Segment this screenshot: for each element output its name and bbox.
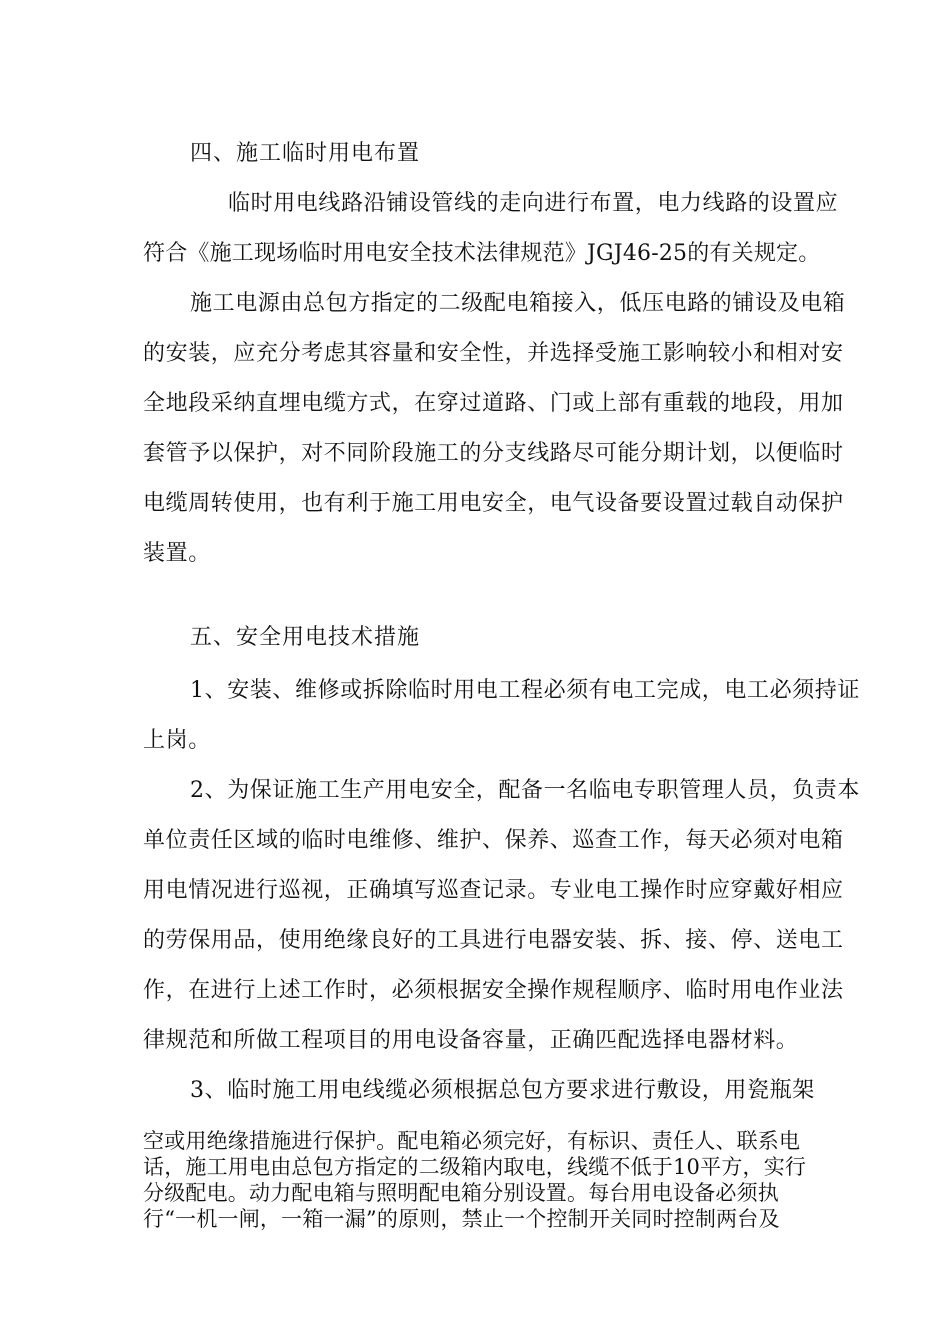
paragraph-line: 单位责任区域的临时电维修、维护、保养、巡查工作，每天必须对电箱 [143, 828, 844, 853]
paragraph-line: 施工电源由总包方指定的二级配电箱接入，低压电路的铺设及电箱 [190, 291, 846, 316]
paragraph-line: 用电情况进行巡视，正确填写巡查记录。专业电工操作时应穿戴好相应 [143, 878, 844, 903]
paragraph-line: 作，在进行上述工作时，必须根据安全操作规程顺序、临时用电作业法 [143, 978, 844, 1003]
paragraph-line: 的安装，应充分考虑其容量和安全性，并选择受施工影响较小和相对安 [143, 341, 844, 366]
paragraph-line: 话，施工用电由总包方指定的二级箱内取电，线缆不低于10平方，实行 [143, 1155, 807, 1179]
paragraph-line: 行“一机一闸，一箱一漏”的原则，禁止一个控制开关同时控制两台及 [143, 1207, 780, 1231]
paragraph-line: 空或用绝缘措施进行保护。配电箱必须完好，有标识、责任人、联系电 [143, 1129, 801, 1153]
paragraph-line: 电缆周转使用，也有利于施工用电安全，电气设备要设置过载自动保护 [143, 491, 844, 516]
section-5-heading: 五、安全用电技术措施 [190, 625, 421, 650]
paragraph-line: 1、安装、维修或拆除临时用电工程必须有电工完成，电工必须持证 [190, 678, 860, 703]
paragraph-line: 套管予以保护，对不同阶段施工的分支线路尽可能分期计划，以便临时 [143, 441, 844, 466]
section-4-heading: 四、施工临时用电布置 [190, 141, 421, 166]
paragraph-line: 的劳保用品，使用绝缘良好的工具进行电器安装、拆、接、停、送电工 [143, 928, 844, 953]
paragraph-line: 分级配电。动力配电箱与照明配电箱分别设置。每台用电设备必须执 [143, 1181, 779, 1205]
paragraph-line: 上岗。 [143, 728, 211, 753]
paragraph-line: 律规范和所做工程项目的用电设备容量，正确匹配选择电器材料。 [143, 1028, 799, 1053]
paragraph-line: 全地段采纳直埋电缆方式，在穿过道路、门或上部有重载的地段，用加 [143, 391, 844, 416]
paragraph-line: 装置。 [143, 541, 211, 566]
paragraph-line: 符合《施工现场临时用电安全技术法律规范》JGJ46-25的有关规定。 [143, 241, 821, 266]
paragraph-line: 3、临时施工用电线缆必须根据总包方要求进行敷设，用瓷瓶架 [190, 1078, 815, 1103]
paragraph-line: 临时用电线路沿铺设管线的走向进行布置，电力线路的设置应 [228, 191, 839, 216]
paragraph-line: 2、为保证施工生产用电安全，配备一名临电专职管理人员，负责本 [190, 778, 860, 803]
